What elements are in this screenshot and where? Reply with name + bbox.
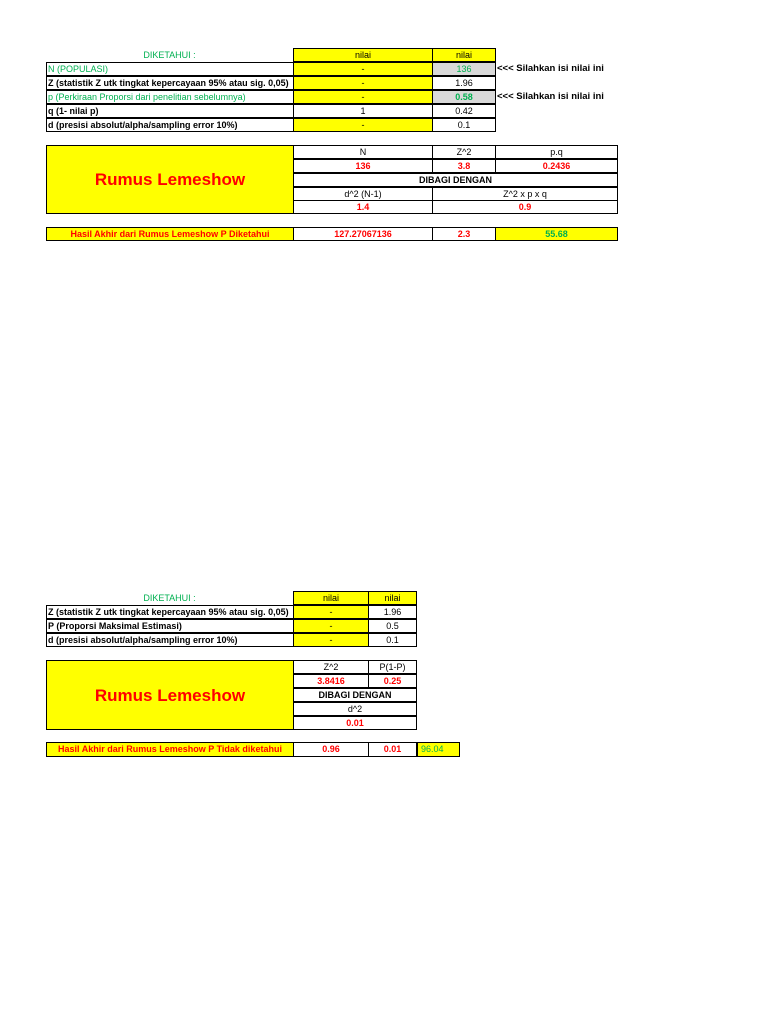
row-d-nilai-1-2: - (293, 633, 369, 647)
row-p-nilai-1: - (293, 90, 433, 104)
row-label-q: q (1- nilai p) (46, 104, 294, 118)
formula-z2pq-value: 0.9 (432, 200, 618, 214)
formula-z2pq-header: Z^2 x p x q (432, 187, 618, 201)
known-label: DIKETAHUI : (143, 49, 196, 60)
row-label-p-2: P (Proporsi Maksimal Estimasi) (46, 619, 294, 633)
result-value-1-2: 0.96 (293, 742, 369, 757)
formula-z2-value: 3.8 (432, 159, 496, 173)
divided-by-label-2: DIBAGI DENGAN (293, 688, 417, 702)
formula-title-2: Rumus Lemeshow (46, 660, 294, 730)
formula-p1p-header-2: P(1-P) (368, 660, 417, 674)
row-label-z: Z (statistik Z utk tingkat kepercayaan 95% atau sig. 0,05) (46, 76, 294, 90)
formula-pq-value: 0.2436 (495, 159, 618, 173)
result-label-2: Hasil Akhir dari Rumus Lemeshow P Tidak diketahui (46, 742, 294, 757)
formula-p1p-value-2: 0.25 (368, 674, 417, 688)
row-z-nilai-1-2: - (293, 605, 369, 619)
formula-d2-header-2: d^2 (293, 702, 417, 716)
row-z-nilai-2-2: 1.96 (368, 605, 417, 619)
formula-z2-header-2: Z^2 (293, 660, 369, 674)
row-z-nilai-2: 1.96 (432, 76, 496, 90)
row-n-input[interactable]: 136 (432, 62, 496, 76)
formula-d2-value-2: 0.01 (293, 716, 417, 730)
row-p-note: <<< Silahkan isi nilai ini (497, 91, 604, 103)
row-q-nilai-1: 1 (293, 104, 433, 118)
result-value-2-2: 0.01 (368, 742, 417, 757)
row-n-note: <<< Silahkan isi nilai ini (497, 63, 604, 75)
formula-z2-value-2: 3.8416 (293, 674, 369, 688)
row-p-input[interactable]: 0.58 (432, 90, 496, 104)
result-final: 55.68 (495, 227, 618, 241)
known-label-2: DIKETAHUI : (143, 592, 196, 603)
col-header-nilai-2: nilai (432, 48, 496, 62)
row-p-nilai-1-2: - (293, 619, 369, 633)
result-final-2: 96.04 (417, 742, 460, 757)
row-q-nilai-2: 0.42 (432, 104, 496, 118)
row-label-n: N (POPULASI) (46, 62, 294, 76)
col-header-nilai-2-2: nilai (368, 591, 417, 605)
result-value-2: 2.3 (432, 227, 496, 241)
row-p-nilai-2-2: 0.5 (368, 619, 417, 633)
row-label-d-2: d (presisi absolut/alpha/sampling error 10%) (46, 633, 294, 647)
row-d-nilai-2: 0.1 (432, 118, 496, 132)
formula-d2-value: 1.4 (293, 200, 433, 214)
formula-n-value: 136 (293, 159, 433, 173)
result-label: Hasil Akhir dari Rumus Lemeshow P Diketahui (46, 227, 294, 241)
formula-pq-header: p.q (495, 145, 618, 159)
col-header-nilai-1: nilai (293, 48, 433, 62)
formula-d2-header: d^2 (N-1) (293, 187, 433, 201)
formula-z2-header: Z^2 (432, 145, 496, 159)
row-z-nilai-1: - (293, 76, 433, 90)
row-label-p: p (Perkiraan Proporsi dari penelitian sebelumnya) (46, 90, 294, 104)
row-n-nilai-1: - (293, 62, 433, 76)
divided-by-label: DIBAGI DENGAN (293, 173, 618, 187)
row-label-z-2: Z (statistik Z utk tingkat kepercayaan 95% atau sig. 0,05) (46, 605, 294, 619)
result-value-1: 127.27067136 (293, 227, 433, 241)
formula-title: Rumus Lemeshow (46, 145, 294, 214)
formula-n-header: N (293, 145, 433, 159)
row-label-d: d (presisi absolut/alpha/sampling error 10%) (46, 118, 294, 132)
row-d-nilai-1: - (293, 118, 433, 132)
col-header-nilai-1-2: nilai (293, 591, 369, 605)
row-d-nilai-2-2: 0.1 (368, 633, 417, 647)
